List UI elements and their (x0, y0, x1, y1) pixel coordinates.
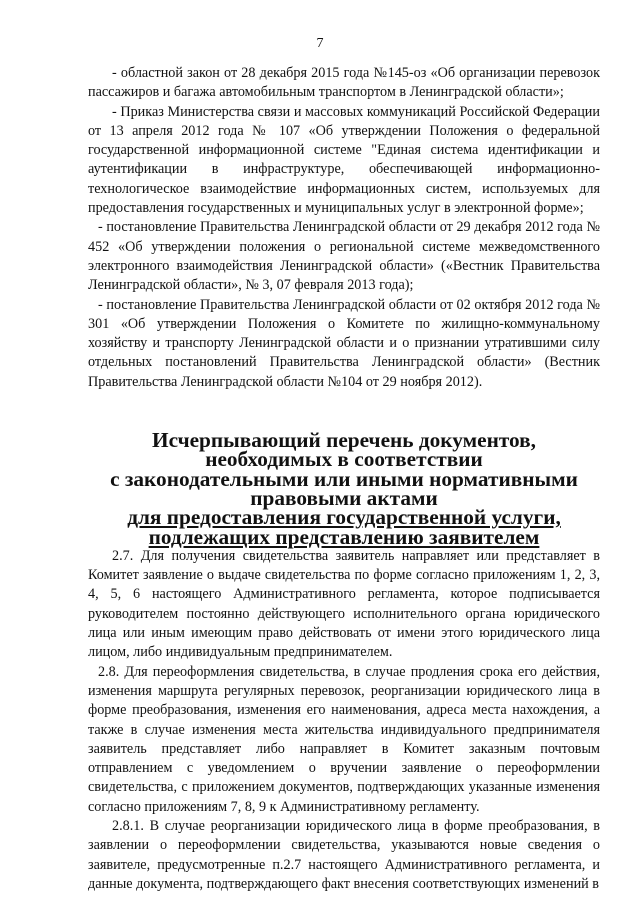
list-item: - Приказ Министерства связи и массовых коммуникаций Российской Федерации от 13 апреля 2012 года № 107 «Об утверждении Положения о федеральной государственной информационной системе "Единая система идентификации и аутентификации в инфраструктуре, обеспечивающей информационно-технологическое взаимодействие информационных систем, используемых для предоставления государственных и муниципальных услуг в электронной форме»; (88, 103, 600, 217)
paragraph-2-8: 2.8. Для переоформления свидетельства, в случае продления срока его действия, изменения маршрута регулярных перевозок, реорганизации юридического лица в форме преобразования, изменения его наименования, адреса места нахождения, а также в случае изменения места жительства индивидуального предпринимателя заявитель представляет либо направляет в Комитет заказным почтовым отправлением с уведомлением о вручении заявление о переоформлении свидетельства, с приложением документов, подтверждающих указанные изменения согласно приложениям 7, 8, 9 к Административному регламенту. (88, 663, 600, 815)
section-heading (88, 428, 600, 549)
paragraph-2-8-1: 2.8.1. В случае реорганизации юридического лица в форме преобразования, в заявлении о переоформлении свидетельства, указываются новые сведения о заявителе, предусмотренные п.2.7 настоящего Административного регламента, и данные документа, подтверждающего факт внесения соответствующих изменений в (88, 817, 600, 892)
paragraph-2-7: 2.7. Для получения свидетельства заявитель направляет или представляет в Комитет заявление о выдаче свидетельства по форме согласно приложениям 1, 2, 3, 4, 5, 6 настоящего Административного регламента, которое подписывается руководителем постоянно действующего исполнительного органа юридического лица или иным имеющим право действовать от имени этого юридического лица лицом, либо индивидуальным предпринимателем. (88, 547, 600, 661)
page-number: 7 (316, 36, 324, 51)
list-item: - областной закон от 28 декабря 2015 года №145-оз «Об организации перевозок пассажиров и багажа автомобильным транспортом в Ленинградской области»; (88, 65, 600, 101)
list-item: - постановление Правительства Ленинградской области от 29 декабря 2012 года № 452 «Об утверждении положения о региональной системе межведомственного электронного взаимодействия Ленинградской области» («Вестник Правительства Ленинградской области», № 3, 07 февраля 2013 года); (88, 219, 600, 294)
section-heading-line: с законодательными или иными нормативными правовыми актами (110, 466, 578, 510)
section-spacer (88, 392, 600, 431)
section-heading-line: подлежащих представлению заявителем (148, 524, 540, 549)
section-heading-line: для предоставления государственной услуги, (127, 505, 561, 530)
section-heading-line: Исчерпывающий перечень документов, необходимых в соответствии (152, 428, 536, 472)
document-body (88, 64, 600, 894)
list-item: - постановление Правительства Ленинградской области от 02 октября 2012 года № 301 «Об утверждении Положения о Комитете по жилищно-коммунальному хозяйству и транспорту Ленинградской области и о признании утратившими силу отдельных постановлений Правительства Ленинградской области» (Вестник Правительства Ленинградской области №104 от 29 ноября 2012). (88, 296, 600, 390)
